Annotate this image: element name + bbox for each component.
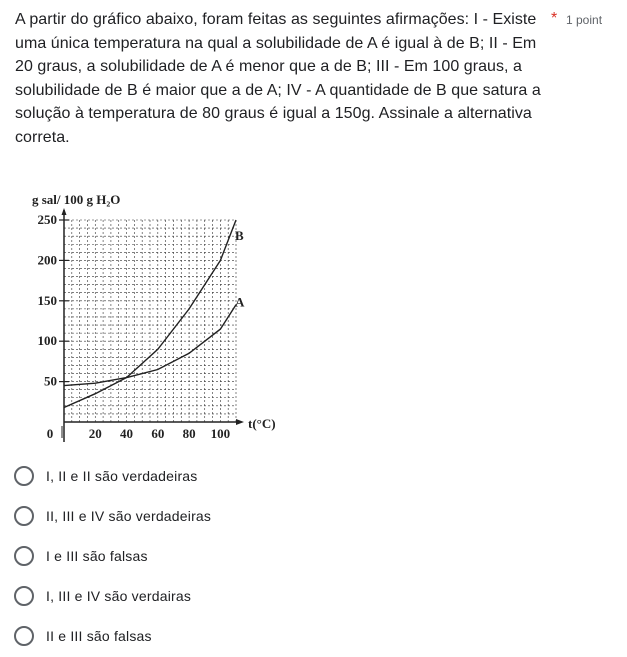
option-4[interactable] xyxy=(14,578,414,614)
required-mark: * xyxy=(551,10,558,27)
option-2[interactable] xyxy=(14,498,414,534)
x-tick-label: 40 xyxy=(120,426,134,441)
x-axis-label: t(°C) xyxy=(248,416,276,431)
series-label-b: B xyxy=(235,228,244,244)
x-axis-arrow xyxy=(236,419,244,425)
radio-icon[interactable] xyxy=(14,466,34,486)
y-tick-label: 150 xyxy=(37,292,57,308)
chart-grid xyxy=(64,220,236,422)
series-label-a: A xyxy=(235,294,245,310)
x-tick-label: 0 xyxy=(46,426,54,441)
option-1[interactable] xyxy=(14,458,414,494)
y-tick-label: 50 xyxy=(44,373,57,389)
option-label: II e III são falsas xyxy=(46,628,152,644)
points-label: 1 point xyxy=(566,13,603,27)
option-label: I, II e II são verdadeiras xyxy=(46,468,198,484)
radio-icon[interactable] xyxy=(14,586,34,606)
y-tick-label: 100 xyxy=(37,333,57,349)
y-tick-label: 250 xyxy=(37,212,57,227)
solubility-chart xyxy=(0,180,330,450)
option-5[interactable] xyxy=(14,618,414,654)
y-axis-label: g sal/ 100 g H₂O xyxy=(32,192,121,207)
radio-icon[interactable] xyxy=(14,546,34,566)
option-3[interactable] xyxy=(14,538,414,574)
y-axis-arrow xyxy=(62,208,67,215)
option-label: II, III e IV são verdadeiras xyxy=(46,508,212,524)
radio-icon[interactable] xyxy=(14,506,34,526)
y-tick-label: 200 xyxy=(37,252,57,268)
x-tick-label: 80 xyxy=(182,426,196,441)
question-text: A partir do gráfico abaixo, foram feitas as seguintes afirmações: I - Existe uma única temperatura na qual a solubilidade de A é igual à de B; II - Em 20 graus, a solubilidade de A é menor que a de B; III - Em 100 graus, a solubilidade de B é maior que a de A; IV - A quantidade de B que satura a solução à temperatura de 80 graus é igual a 150g. Assinale a alternativa correta. xyxy=(15,11,541,146)
x-tick-label: 60 xyxy=(151,426,165,441)
option-label: I, III e IV são verdairas xyxy=(46,588,192,604)
option-label: I e III são falsas xyxy=(46,548,148,564)
radio-icon[interactable] xyxy=(14,626,34,646)
x-tick-label: 100 xyxy=(210,426,231,441)
x-tick-label: 20 xyxy=(88,426,102,441)
